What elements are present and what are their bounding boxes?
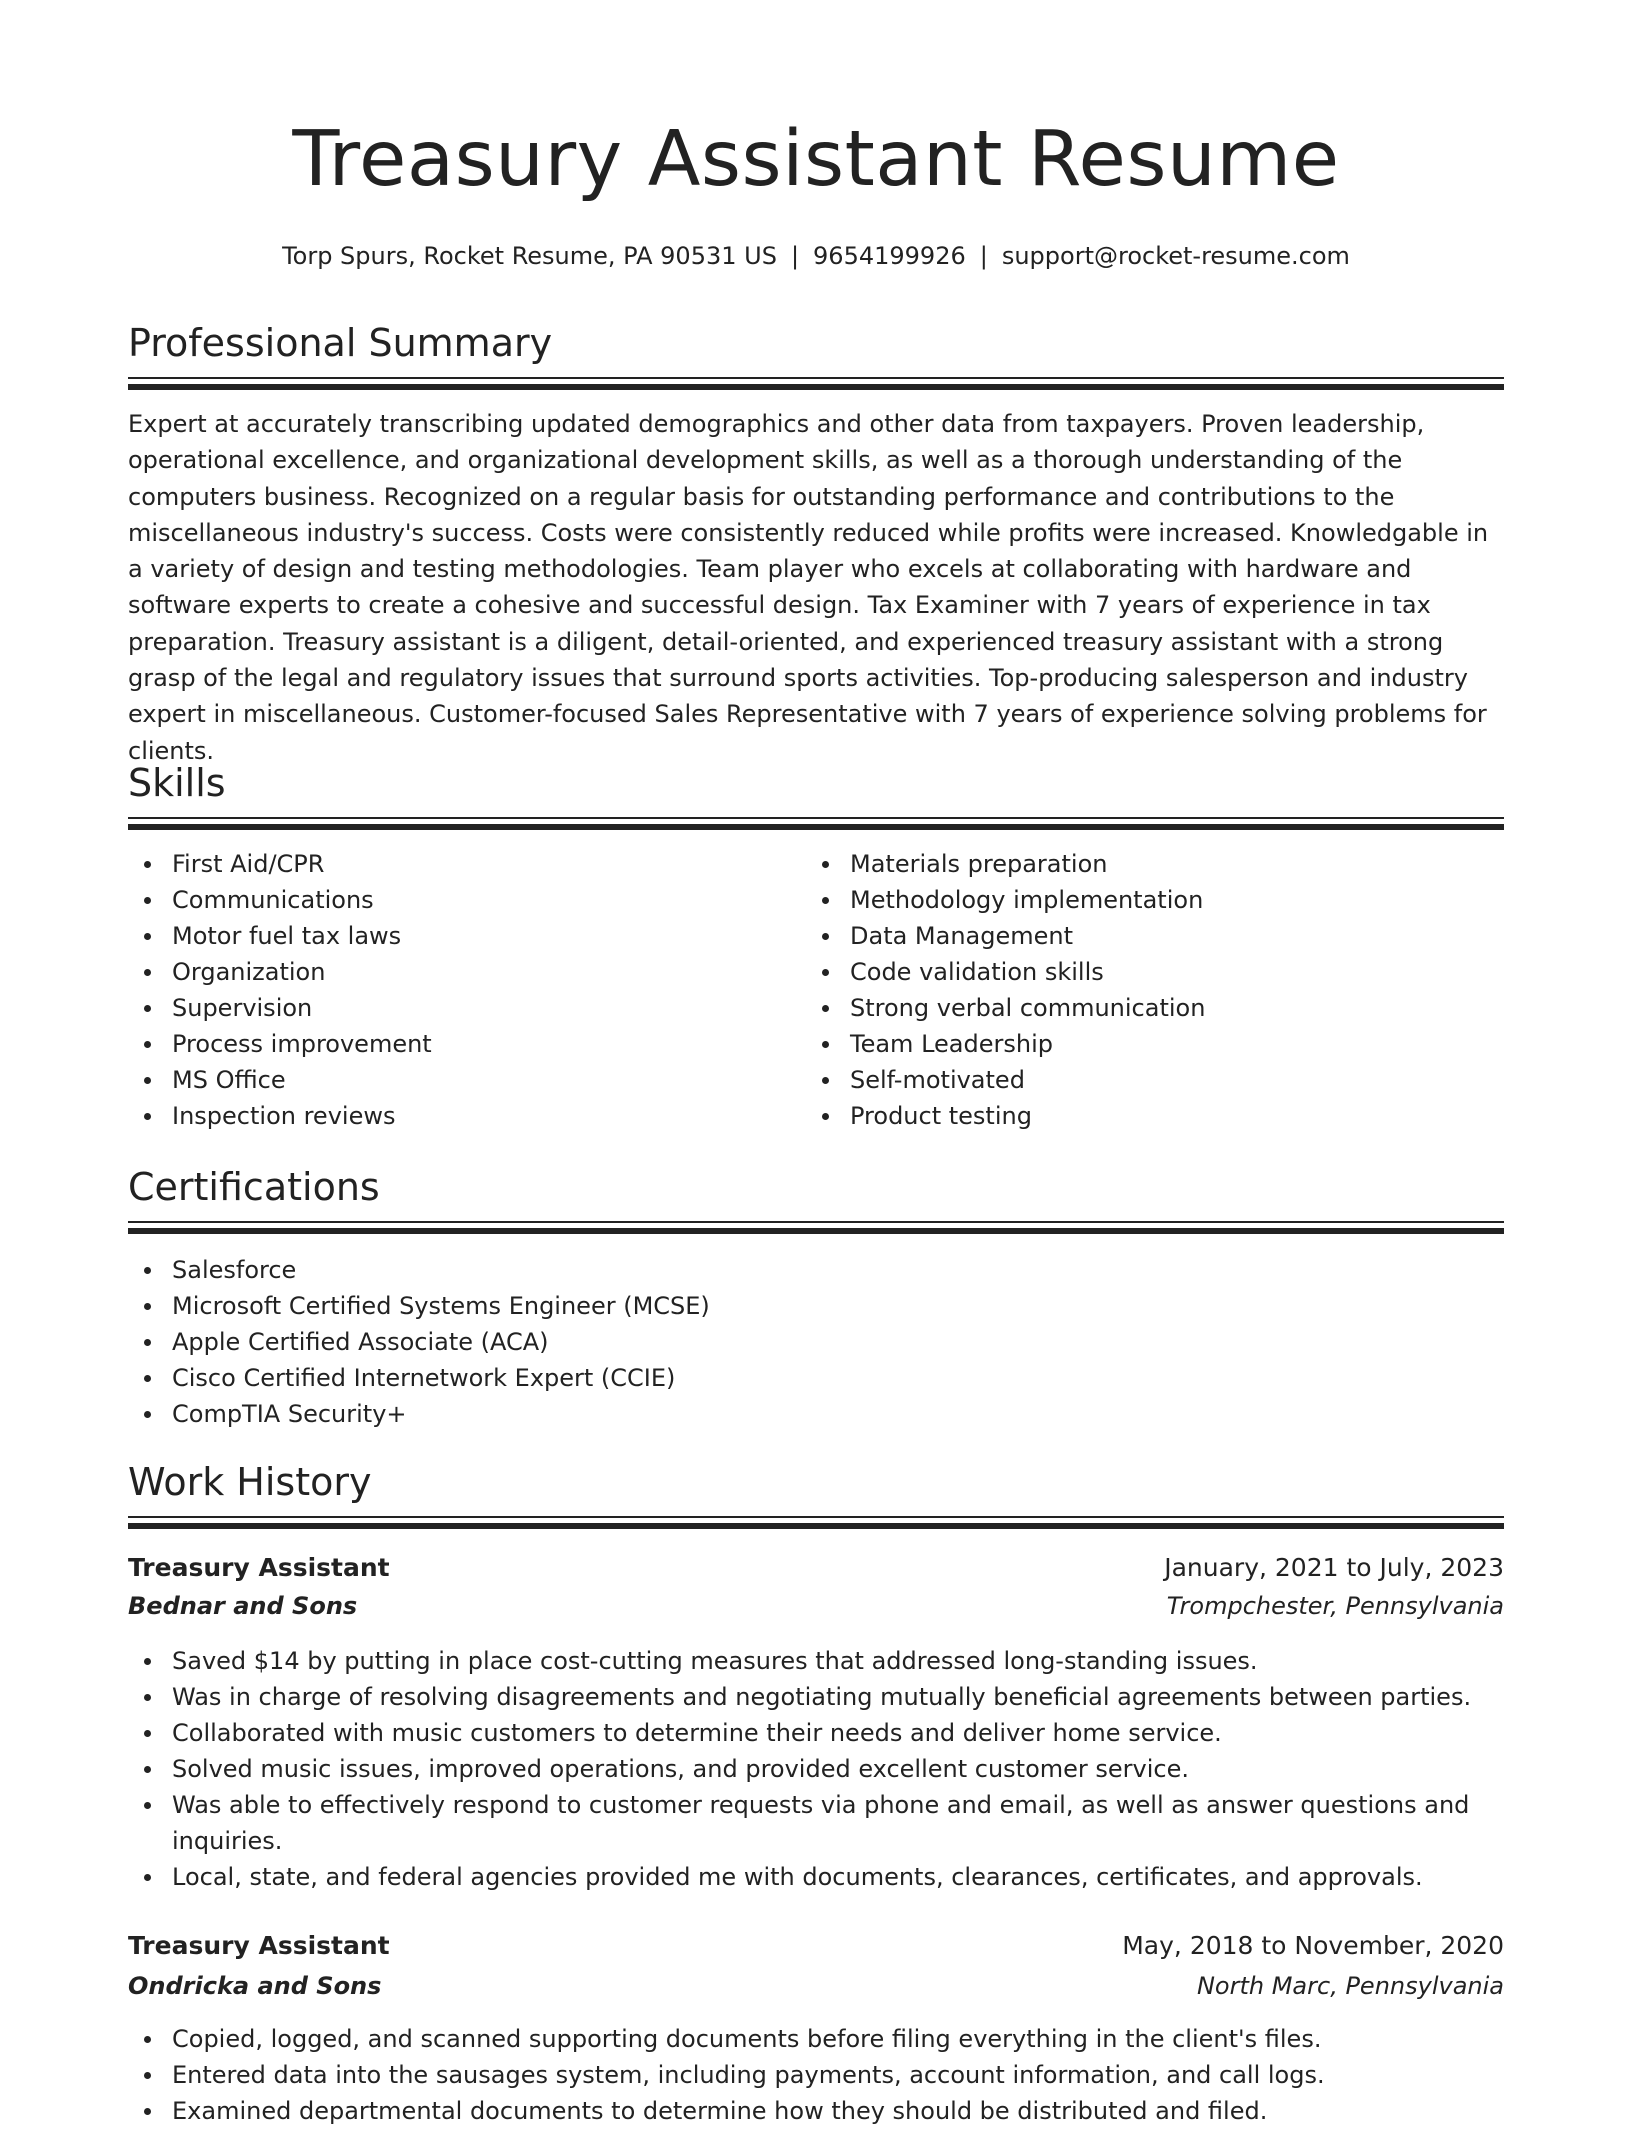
certification-item: CompTIA Security+ [128, 1396, 1504, 1432]
skill-item: Inspection reviews [128, 1098, 788, 1134]
job-bullet-item: Was able to effectively respond to customer requests via phone and email, as well as answer questions and inquiries. [128, 1787, 1504, 1859]
skill-item: Organization [128, 954, 788, 990]
skill-item: Product testing [806, 1098, 1466, 1134]
resume-title: Treasury Assistant Resume [292, 115, 1340, 204]
certification-item: Cisco Certified Internetwork Expert (CCIE) [128, 1360, 1504, 1396]
job-bullet-item: Entered data into the sausages system, including payments, account information, and call logs. [128, 2057, 1504, 2093]
job-bullets [128, 2021, 1504, 2129]
job-company: Ondricka and Sons [128, 1972, 382, 2000]
skill-item: First Aid/CPR [128, 846, 788, 882]
job-bullet-list [128, 2021, 1504, 2129]
contact-address: Torp Spurs, Rocket Resume, PA 90531 US [282, 242, 777, 270]
skill-item: MS Office [128, 1062, 788, 1098]
contact-line [128, 238, 1504, 274]
job-bullet-item: Collaborated with music customers to determine their needs and deliver home service. [128, 1715, 1504, 1751]
section-title-work-history: Work History [128, 1460, 372, 1504]
job-bullet-item: Copied, logged, and scanned supporting documents before filing everything in the client's files. [128, 2021, 1504, 2057]
certifications-block [128, 1252, 1504, 1432]
skills-list-left [128, 846, 788, 1134]
section-title-skills: Skills [128, 761, 226, 805]
job-dates: May, 2018 to November, 2020 [1122, 1931, 1504, 1960]
contact-email: support@rocket-resume.com [1001, 242, 1350, 270]
job-company: Bednar and Sons [128, 1592, 358, 1620]
skill-item: Motor fuel tax laws [128, 918, 788, 954]
job-dates: January, 2021 to July, 2023 [1164, 1553, 1504, 1582]
section-title-summary: Professional Summary [128, 321, 553, 365]
contact-separator: | [979, 242, 988, 270]
section-divider [128, 377, 1504, 390]
job-title: Treasury Assistant [128, 1931, 390, 1960]
job-bullet-item: Solved music issues, improved operations, and provided excellent customer service. [128, 1751, 1504, 1787]
skill-item: Team Leadership [806, 1026, 1466, 1062]
summary-text: Expert at accurately transcribing updated demographics and other data from taxpayers. Proven leadership, operational excellence, and organizational development skills, as well as a thorough understanding of the computers business. Recognized on a regular basis for outstanding performance and contributions to the miscellaneous industry's success. Costs were consistently reduced while profits were increased. Knowledgable in a variety of design and testing methodologies. Team player who excels at collaborating with hardware and software experts to create a cohesive and successful design. Tax Examiner with 7 years of experience in tax preparation. Treasury assistant is a diligent, detail-oriented, and experienced treasury assistant with a strong grasp of the legal and regulatory issues that surround sports activities. Top-producing salesperson and industry expert in miscellaneous. Customer-focused Sales Representative with 7 years of experience solving problems for clients. [128, 410, 1489, 765]
job-bullet-item: Examined departmental documents to determine how they should be distributed and filed. [128, 2093, 1504, 2129]
contact-phone: 9654199926 [813, 242, 966, 270]
section-divider [128, 1221, 1504, 1234]
skill-item: Process improvement [128, 1026, 788, 1062]
certification-item: Microsoft Certified Systems Engineer (MCSE) [128, 1288, 1504, 1324]
skill-item: Supervision [128, 990, 788, 1026]
skills-column-right [806, 846, 1466, 1134]
job-location: North Marc, Pennsylvania [1196, 1972, 1504, 2000]
skill-item: Methodology implementation [806, 882, 1466, 918]
certification-item: Apple Certified Associate (ACA) [128, 1324, 1504, 1360]
skill-item: Data Management [806, 918, 1466, 954]
skill-item: Communications [128, 882, 788, 918]
job-title: Treasury Assistant [128, 1553, 390, 1582]
section-divider [128, 1516, 1504, 1529]
skill-item: Self-motivated [806, 1062, 1466, 1098]
skills-column-left [128, 846, 788, 1134]
skill-item: Materials preparation [806, 846, 1466, 882]
section-title-certifications: Certifications [128, 1165, 380, 1209]
skill-item: Strong verbal communication [806, 990, 1466, 1026]
job-bullets [128, 1643, 1504, 1895]
job-bullet-item: Was in charge of resolving disagreements and negotiating mutually beneficial agreements between parties. [128, 1679, 1504, 1715]
section-divider [128, 817, 1504, 830]
contact-separator: | [790, 242, 800, 270]
skill-item: Code validation skills [806, 954, 1466, 990]
job-bullet-item: Saved $14 by putting in place cost-cutting measures that addressed long-standing issues. [128, 1643, 1504, 1679]
job-location: Trompchester, Pennsylvania [1166, 1592, 1504, 1620]
job-bullet-item: Local, state, and federal agencies provided me with documents, clearances, certificates, and approvals. [128, 1859, 1504, 1895]
certification-item: Salesforce [128, 1252, 1504, 1288]
skills-list-right [806, 846, 1466, 1134]
certifications-list [128, 1252, 1504, 1432]
job-bullet-list [128, 1643, 1504, 1895]
